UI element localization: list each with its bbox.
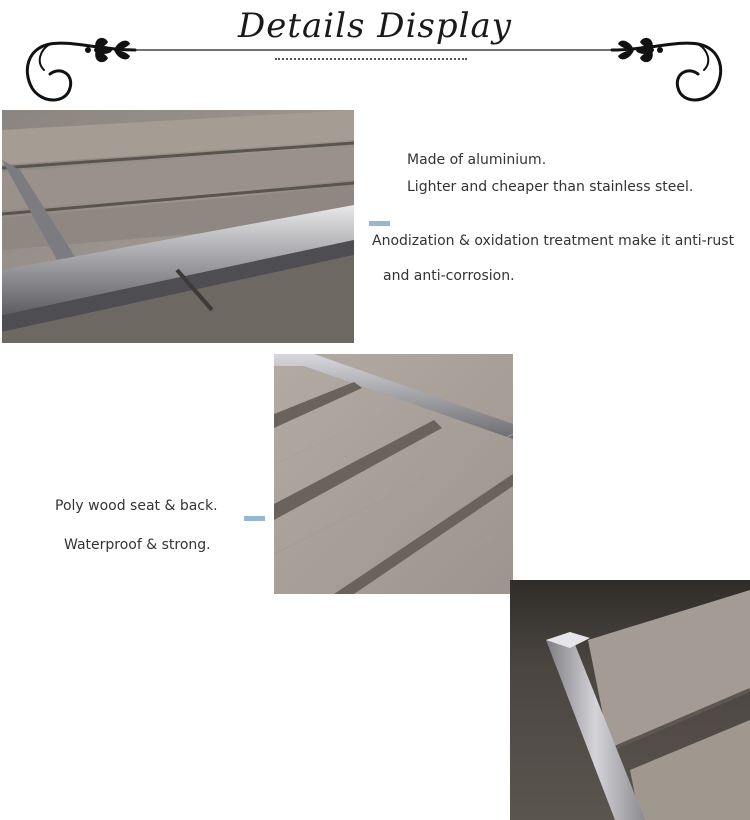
detail-text: and anti-corrosion. <box>383 268 515 284</box>
detail-text: Anodization & oxidation treatment make it anti-rust <box>372 233 735 249</box>
title-dotted-underline <box>275 58 467 60</box>
aluminium-frame-photo <box>2 110 354 343</box>
detail-text: Made of aluminium. <box>407 152 547 168</box>
details-header <box>0 0 750 110</box>
poly-wood-slats-photo <box>274 354 513 594</box>
detail-text: Lighter and cheaper than stainless steel. <box>407 179 694 195</box>
chair-back-corner-photo <box>510 580 750 820</box>
detail-marker <box>369 221 390 226</box>
page-title: Details Display <box>237 6 513 46</box>
detail-text: Poly wood seat & back. <box>55 498 218 514</box>
detail-text: Waterproof & strong. <box>64 537 211 553</box>
detail-marker <box>244 516 265 521</box>
